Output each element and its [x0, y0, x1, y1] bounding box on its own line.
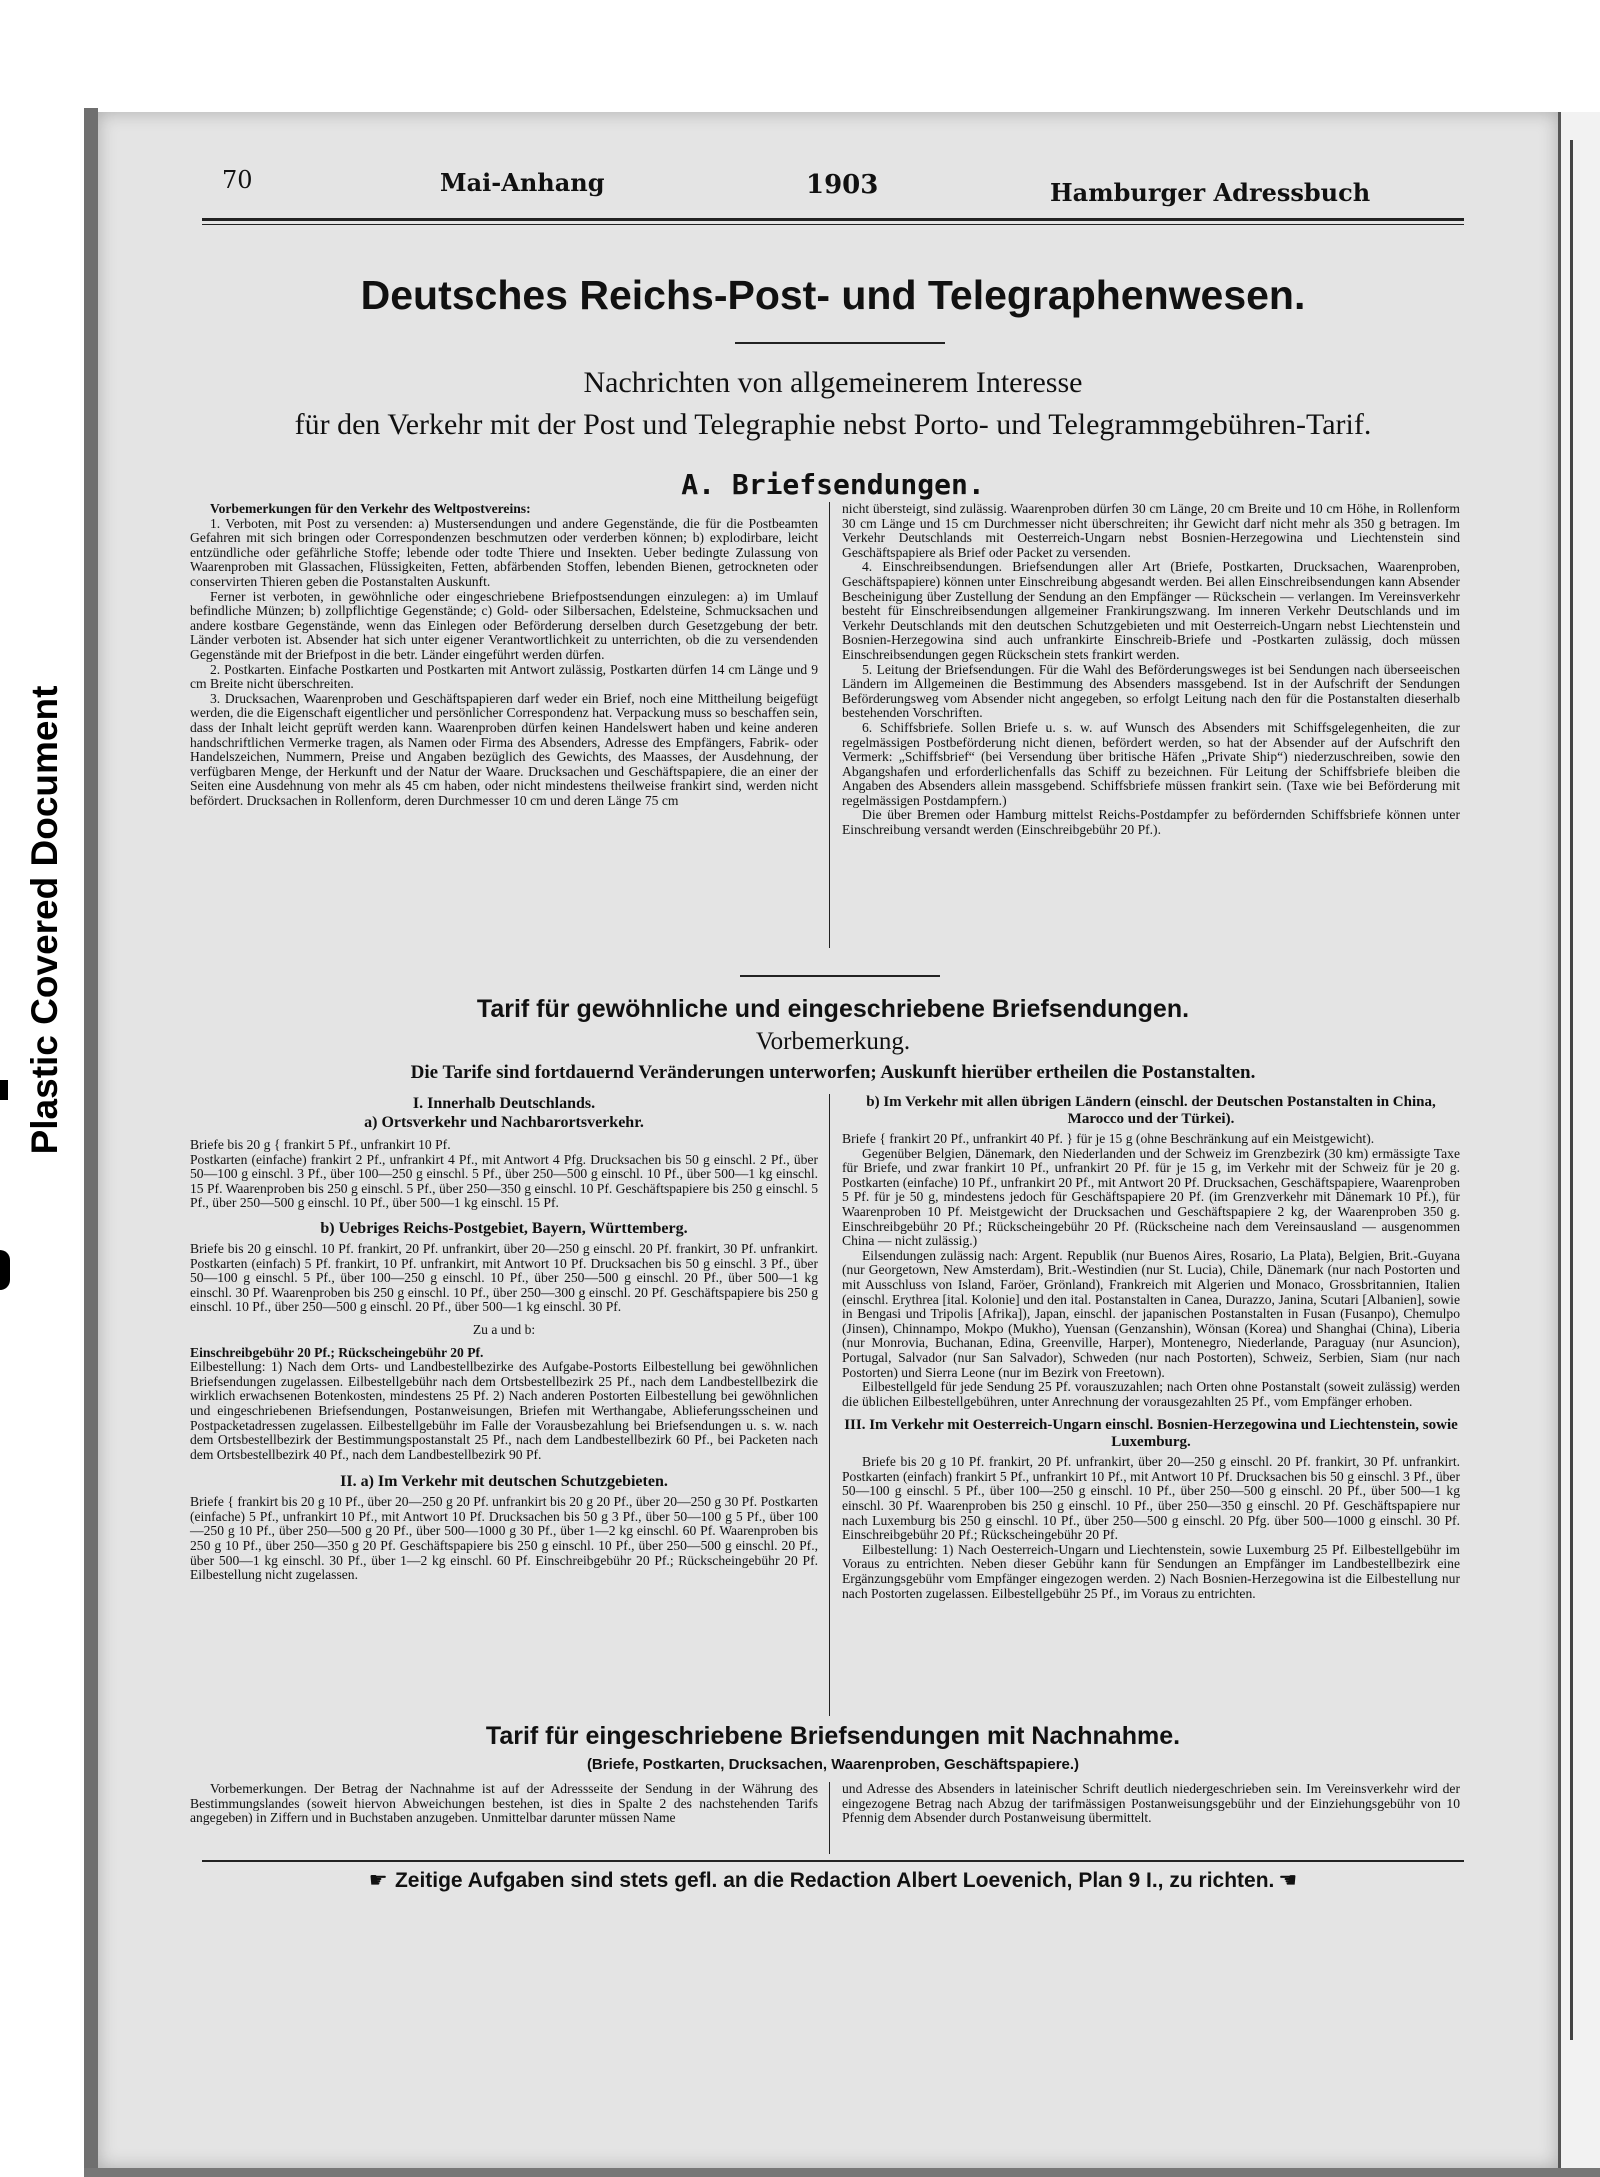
title-rule: [735, 342, 945, 344]
header-year: 1903: [806, 170, 879, 200]
header-book: Hamburger Adressbuch: [1050, 178, 1371, 207]
book-edge: [84, 108, 98, 2170]
right-column-1: [842, 502, 1460, 838]
paragraph: 1. Verboten, mit Post zu versenden: a) Mustersendungen und andere Gegenstände, die für die Postbeamten Gefahren mit sich bringen oder Correspondenzen beschmutzen oder verderben können; b) explodirbare, leicht entzündliche oder gefährliche Stoffe; lebende oder todte Thiere und Insekten. Ueber bedingte Zulassung von Waarenproben mit Glassachen, Flüssigkeiten, Fetten, abfärbenden Stoffen, lebenden Bienen, getrockneten oder conservirten Thieren geben die Postanstalten Auskunft.: [190, 515, 818, 589]
header-section: Mai-Anhang: [440, 168, 605, 197]
paragraph: Briefe { frankirt bis 20 g 10 Pf., über 20—250 g 20 Pf. unfrankirt bis 20 g 20 Pf., über 20—250 g 30 Pf. Postkarten (einfache) 5 Pf., unfrankirt 10 Pf., mit Antwort 10 Pf. Drucksachen bis 50 g 3 Pf., über 50—100 g 5 Pf., über 100—250 g 10 Pf., über 250—500 g 20 Pf., über 500—1000 g 30 Pf., über 1—2 kg einschl. 60 Pf. Waarenproben bis 250 g 10 Pf., über 250—350 g 20 Pf. Geschäftspapiere bis 250 g einschl. 10 Pf., über 250—500 g einschl. 20 Pf., über 500—1 kg einschl. 30 Pf., über 1—2 kg einschl. 60 Pf. Einschreibgebühr 20 Pf.; Rückscheingebühr 20 Pf. Eilbestellung nicht zugelassen.: [190, 1494, 818, 1583]
left-column-2: [190, 1094, 818, 1583]
left-column-3: [190, 1782, 818, 1826]
bottom-edge: [84, 2168, 1600, 2177]
paragraph: 3. Drucksachen, Waarenproben und Geschäftspapieren darf weder ein Brief, noch eine Mittheilung beigefügt werden, die die Eigenschaft eigentlicher und persönlicher Correspondenz hat. Verpackung muss so beschaffen sein, dass der Inhalt leicht geprüft werden kann. Waarenproben dürfen keinen Handelswert haben und keine anderen handschriftlichen Vermerke tragen, als Namen oder Firma des Absenders, Adresse des Empfängers, Fabrik- oder Handelszeichen, Nummern, Preise und Angaben bezüglich des Gewichts, des Maasses, der Ausdehnung, der verfügbaren Menge, der Herkunft und der Natur der Waare. Drucksachen und Geschäftspapiere, die an einer der Seiten eine Ausdehnung von mehr als 45 cm haben, oder nicht mindestens theilweise frankirt sind, werden nicht befördert. Drucksachen in Rollenform, deren Durchmesser 10 cm und deren Länge 75 cm: [190, 690, 818, 808]
vorbemerkung-text: Die Tarife sind fortdauernd Veränderungen unterworfen; Auskunft hierüber ertheilen die Postanstalten.: [410, 1062, 1256, 1083]
paragraph: 6. Schiffsbriefe. Sollen Briefe u. s. w. auf Wunsch des Absenders mit Schiffsgelegenheiten, die zur regelmässigen Postbeförderung nicht dienen, befördert werden, so hat der Absender auf der Aufschrift den Vermerk: „Schiffsbrief“ (bei Versendung über britische Häfen „Private Ship“) niederzuschreiben, sowie den Abgangshafen und erforderlichenfalls das Schiff zu bezeichnen. Für Leitung der Schiffsbriefe bleiben die Angaben des Absenders allein massgebend. Schiffsbriefe müssen frankirt sein. (Taxe wie bei Beförderung mit regelmässigen Postdampfern.): [842, 719, 1460, 808]
paragraph: Eilsendungen zulässig nach: Argent. Republik (nur Buenos Aires, Rosario, La Plata), Belgien, Brit.-Guyana (nur Georgetown, New Amsterdam), Brit.-Westindien (nur St. Lucia), Chile, Dänemark (nur nach Postorten und mit Ausschluss von Island, Faröer, Grönland), Frankreich mit Algerien und Monaco, Grossbritannien, Italien (einschl. Erythrea [ital. Kolonie] und den ital. Postanstalten in Canea, Durazzo, Janina, Scutari [Albanien], sowie in Bengasi und Tripolis [Afrika]), Japan, einschl. der japanischen Postanstalten in Fusan (Fusanpo), Chemulpo (Jinsen), Chinnampo, Mokpo (Mukho), Yuensan (Genzanshin), Wönsan (Korea) und Shanghai (China), Liberia (nur Monrovia, Buchanan, Edina, Greenville, Harper), Montenegro, Niederlande, Paraguay (nur Asuncion), Portugal, Salvador (nur San Salvador), Schweden (nur nach Postorten), Schweiz, Serbien, Siam (nur nach Postorten) und Sierra Leone (nur im Bezirk von Freetown).: [842, 1247, 1460, 1380]
tarif-heading: Tarif für gewöhnliche und eingeschriebene Briefsendungen.: [476, 995, 1190, 1023]
paragraph: 4. Einschreibsendungen. Briefsendungen aller Art (Briefe, Postkarten, Drucksachen, Waarenproben, Geschäftspapiere) können unter Einschreibung abgesandt werden. Bei allen Einschreibsendungen kann Absender Bescheinigung über Zustellung der Sendung an den Empfänger — Rückschein — verlangen. Im Vereinsverkehr besteht für Einschreibsendungen allgemeiner Frankirungszwang. Im inneren Verkehr Deutschlands und im Verkehr Deutschlands mit den deutschen Schutzgebieten und mit Oesterreich-Ungarn nebst Liechtenstein und Bosnien-Herzegowina sind auch unfrankirte Einschreib-Briefe und -Postkarten zulässig, doch müssen Einschreibsendungen gegen Rückschein stets frankirt werden.: [842, 559, 1460, 662]
right-column-3: [842, 1782, 1460, 1826]
paragraph: und Adresse des Absenders in lateinischer Schrift deutlich niedergeschrieben sein. Im Vereinsverkehr wird der eingezogene Betrag nach Abzug der tarifmässigen Postanweisungsgebühr und der Einziehungsgebühr von 10 Pfennig dem Absender durch Postanweisung übermittelt.: [842, 1781, 1460, 1826]
heading: III. Im Verkehr mit Oesterreich-Ungarn einschl. Bosnien-Herzegowina und Liechtenstein, sowie Luxemburg.: [844, 1417, 1458, 1451]
subtitle-1: Nachrichten von allgemeinerem Interesse: [583, 366, 1083, 399]
paragraph: Die über Bremen oder Hamburg mittelst Reichs-Postdampfer zu befördernden Schiffsbriefe können unter Einschreibung versandt werden (Einschreibgebühr 20 Pf.).: [842, 807, 1460, 838]
heading: b) Im Verkehr mit allen übrigen Ländern (einschl. der Deutschen Postanstalten in China, Marocco und der Türkei).: [866, 1094, 1436, 1127]
pointing-hand-icon: ☛: [368, 1868, 395, 1892]
paragraph: Vorbemerkungen für den Verkehr des Weltpostvereins:: [210, 501, 531, 516]
header-rule: [202, 218, 1464, 221]
heading: a) Ortsverkehr und Nachbarortsverkehr.: [364, 1114, 644, 1131]
side-label-text: Plastic Covered Document: [24, 685, 65, 1155]
tarif2-subtitle: (Briefe, Postkarten, Drucksachen, Waarenproben, Geschäftspapiere.): [586, 1756, 1080, 1773]
paragraph: Vorbemerkungen. Der Betrag der Nachnahme ist auf der Adressseite der Sendung in der Währung des Bestimmungslandes (soweit hiervon Abweichungen bestehen, ist dies in Spalte 2 des nachstehenden Tarifs angegeben) in Ziffern und in Buchstaben anzugeben. Unmittelbar darunter müssen Name: [190, 1781, 818, 1826]
subtitle-2: für den Verkehr mit der Post und Telegraphie nebst Porto- und Telegrammgebühren-Tarif.: [294, 408, 1372, 441]
heading: I. Innerhalb Deutschlands.: [412, 1095, 596, 1112]
column-divider: [829, 1782, 830, 1854]
next-page-edge: [1558, 112, 1600, 2168]
paragraph: Eilbestellung: 1) Nach dem Orts- und Landbestellbezirke des Aufgabe-Postorts Eilbestellung bei gewöhnlichen Briefsendungen zugelassen. Eilbestellgebühr nach dem Ortsbestellbezirk 25 Pf., nach dem Landbestellbezirk die wirklich erwachsenen Botenkosten, mindestens 25 Pf. 2) Nach anderen Postorten Eilbestellung bei gewöhnlichen und eingeschriebenen Briefsendungen, Postanweisungen, Briefen mit Werthangabe, Ablieferungsscheinen und Postpacketadressen zugelassen. Eilbestellgebühr im Falle der Vorausbezahlung bei Briefsendungen u. s. w. nach dem Ortsbestellbezirk der Bestimmungspostanstalt 25 Pf., nach dem Landbestellbezirk 60 Pf., bei Packeten nach dem Ortsbestellbezirk 40 Pf., nach dem Landbestellbezirk 90 Pf.: [190, 1359, 818, 1462]
footer-text: Zeitige Aufgaben sind stets gefl. an die Redaction Albert Loevenich, Plan 9 I., zu richten.: [394, 1869, 1275, 1892]
page-title: Deutsches Reichs-Post- und Telegraphenwesen.: [360, 272, 1306, 318]
page-number: 70: [222, 166, 253, 194]
paragraph: Postkarten (einfache) frankirt 2 Pf., unfrankirt 4 Pf., mit Antwort 4 Pfg. Drucksachen bis 50 g einschl. 2 Pf., über 50—100 g einschl. 3 Pf., über 100—250 g einschl. 5 Pf., über 250—500 g einschl. 10 Pf., über 500—1 kg einschl. 15 Pf. Waarenproben bis 250 g einschl. 5 Pf., über 250—350 g einschl. 10 Pf. Geschäftspapiere bis 250 g einschl. 5 Pf., über 250—500 g einschl. 10 Pf., über 500—1 kg einschl. 15 Pf.: [190, 1151, 819, 1211]
right-column-2: [842, 1094, 1460, 1601]
paragraph: Zu a und b:: [472, 1321, 536, 1337]
paragraph: Einschreibgebühr 20 Pf.; Rückscheingebühr 20 Pf.: [190, 1344, 484, 1360]
paragraph: Eilbestellung: 1) Nach Oesterreich-Ungarn und Liechtenstein, sowie Luxemburg 25 Pf. Eilbestellgebühr im Voraus zu entrichten. Neben dieser Gebühr kann für Sendungen an Empfänger im Landbestellbezirk eine Ergänzungsgebühr vom Empfänger eingezogen werden. 2) Nach Bosnien-Herzegowina ist die Eilbestellung nur nach Postorten zugelassen. Eilbestellgebühr 25 Pf., im Voraus zu entrichten.: [842, 1541, 1460, 1601]
side-mark: [0, 1250, 10, 1290]
header-rule-thin: [202, 224, 1464, 225]
section-rule: [740, 975, 940, 977]
paragraph: Briefe bis 20 g { frankirt 5 Pf., unfrankirt 10 Pf.: [190, 1137, 451, 1152]
section-a-heading: A. Briefsendungen.: [681, 468, 985, 501]
heading: II. a) Im Verkehr mit deutschen Schutzgebieten.: [340, 1473, 668, 1491]
side-mark: [0, 1080, 8, 1100]
side-label: [0, 640, 90, 1200]
paragraph: Ferner ist verboten, in gewöhnliche oder eingeschriebene Briefpostsendungen einzulegen: a) im Umlauf befindliche Münzen; b) zollpflichtige Gegenstände; c) Gold- oder Silbersachen, Edelsteine, Schmucksachen und andere kostbare Gegenstände, wenn das Einlegen oder Beförderung derselben durch Gesetzgebung der betr. Länder verboten ist. Absender hat sich unter eigener Verantwortlichkeit zu unterrichten, ob die zu versendenden Gegenstände mit der Briefpost in die betr. Länder eingeführt werden dürfen.: [190, 588, 818, 662]
paragraph: Briefe bis 20 g einschl. 10 Pf. frankirt, 20 Pf. unfrankirt, über 20—250 g einschl. 20 Pf. frankirt, 30 Pf. unfrankirt. Postkarten (einfach) 5 Pf. frankirt, 10 Pf. unfrankirt, mit Antwort 10 Pf. Drucksachen bis 50 g einschl. 3 Pf., über 50—100 g einschl. 5 Pf., über 100—250 g einschl. 10 Pf., über 250—500 g einschl. 20 Pf., über 500—1 kg einschl. 30 Pf. Waarenproben bis 250 g einschl. 10 Pf., über 250—300 g einschl. 20 Pf. Geschäftspapiere bis 250 g einschl. 10 Pf., über 250—500 g einschl. 20 Pf., über 500—1 kg einschl. 30 Pf.: [190, 1240, 818, 1315]
paragraph: Gegenüber Belgien, Dänemark, den Niederlanden und der Schweiz im Grenzbezirk (30 km) ermässigte Taxe für Briefe, und zwar frankirt 10 Pf., unfrankirt 20 Pf. für je 15 g, im Verkehr mit der Schweiz für je 20 g. Postkarten (einfache) 10 Pf., unfrankirt 20 Pf., mit Antwort 20 Pf. Drucksachen, Geschäftspapiere, Waarenproben 5 Pf. für je 50 g, mindestens jedoch für Geschäftspapiere 20 Pf. (im Grenzverkehr mit Dänemark 10 Pf.), für Waarenproben 10 Pf. Meistgewicht der Drucksachen und Geschäftspapiere 2 kg, der Waarenproben 350 g. Einschreibgebühr 20 Pf.; Rückscheingebühr 20 Pf. (Rückscheine nach dem Vereinsausland — ausgenommen China — nicht zulässig.): [842, 1145, 1460, 1249]
paragraph: Briefe bis 20 g 10 Pf. frankirt, 20 Pf. unfrankirt, über 20—250 g einschl. 20 Pf. frankirt, 30 Pf. unfrankirt. Postkarten (einfach) frankirt 5 Pf., unfrankirt 10 Pf., mit Antwort 10 Pf. Drucksachen bis 50 g einschl. 3 Pf., über 50—100 g einschl. 5 Pf., über 100—250 g einschl. 10 Pf., über 250—500 g einschl. 20 Pf., über 500—1 kg einschl. 30 Pf. Waarenproben bis 250 g einschl. 10 Pf., über 250—350 g einschl. 20 Pf. Geschäftspapiere nur nach Luxemburg bis 250 g einschl. 10 Pf., über 250—500 g einschl. 20 Pfg. über 500—1000 g einschl. 30 Pf. Einschreibgebühr 20 Pf.; Rückscheingebühr 20 Pf.: [842, 1454, 1460, 1543]
vorbemerkung-heading: Vorbemerkung.: [755, 1028, 911, 1055]
paragraph: Eilbestellgeld für jede Sendung 25 Pf. vorauszuzahlen; nach Orten ohne Postanstalt (soweit zulässig) werden die üblichen Eilbestellgebühren, unter Anrechnung der vorausgezahlten 25 Pf., vom Empfänger erhoben.: [842, 1379, 1460, 1409]
left-column-1: [190, 502, 818, 808]
tarif2-heading: Tarif für eingeschriebene Briefsendungen mit Nachnahme.: [485, 1722, 1181, 1750]
page-edge-line: [1570, 140, 1573, 2040]
paragraph: Briefe { frankirt 20 Pf., unfrankirt 40 Pf. } für je 15 g (ohne Beschränkung auf ein Meistgewicht).: [842, 1131, 1375, 1146]
paragraph: nicht übersteigt, sind zulässig. Waarenproben dürfen 30 cm Länge, 20 cm Breite und 10 cm Höhe, in Rollenform 30 cm Länge und 15 cm Durchmesser nicht überschreiten; ihr Gewicht darf nicht mehr als 350 g betragen. Im Verkehr Deutschlands mit Oesterreich-Ungarn nebst Bosnien-Herzegowina und Liechtenstein sind Geschäftspapiere als Brief oder Packet zu versenden.: [842, 501, 1460, 560]
paragraph: 2. Postkarten. Einfache Postkarten und Postkarten mit Antwort zulässig, Postkarten dürfen 14 cm Länge und 9 cm Breite nicht überschreiten.: [190, 661, 818, 692]
column-divider: [829, 502, 830, 948]
pointing-hand-icon: ☚: [1278, 1868, 1298, 1892]
footer-rule: [202, 1860, 1464, 1862]
column-divider: [829, 1094, 830, 1716]
paragraph: 5. Leitung der Briefsendungen. Für die Wahl des Beförderungsweges ist bei Sendungen nach überseeischen Ländern im Allgemeinen die Bestimmung des Absenders massgebend. Ist in der Aufschrift der Sendungen Beförderungsweg vom Absender nicht angegeben, so erfolgt Leitung nach den für die Postanstalten dieserhalb bestehenden Vorschriften.: [842, 661, 1460, 721]
heading: b) Uebriges Reichs-Postgebiet, Bayern, Württemberg.: [320, 1219, 688, 1237]
footer: [202, 1868, 1464, 1893]
